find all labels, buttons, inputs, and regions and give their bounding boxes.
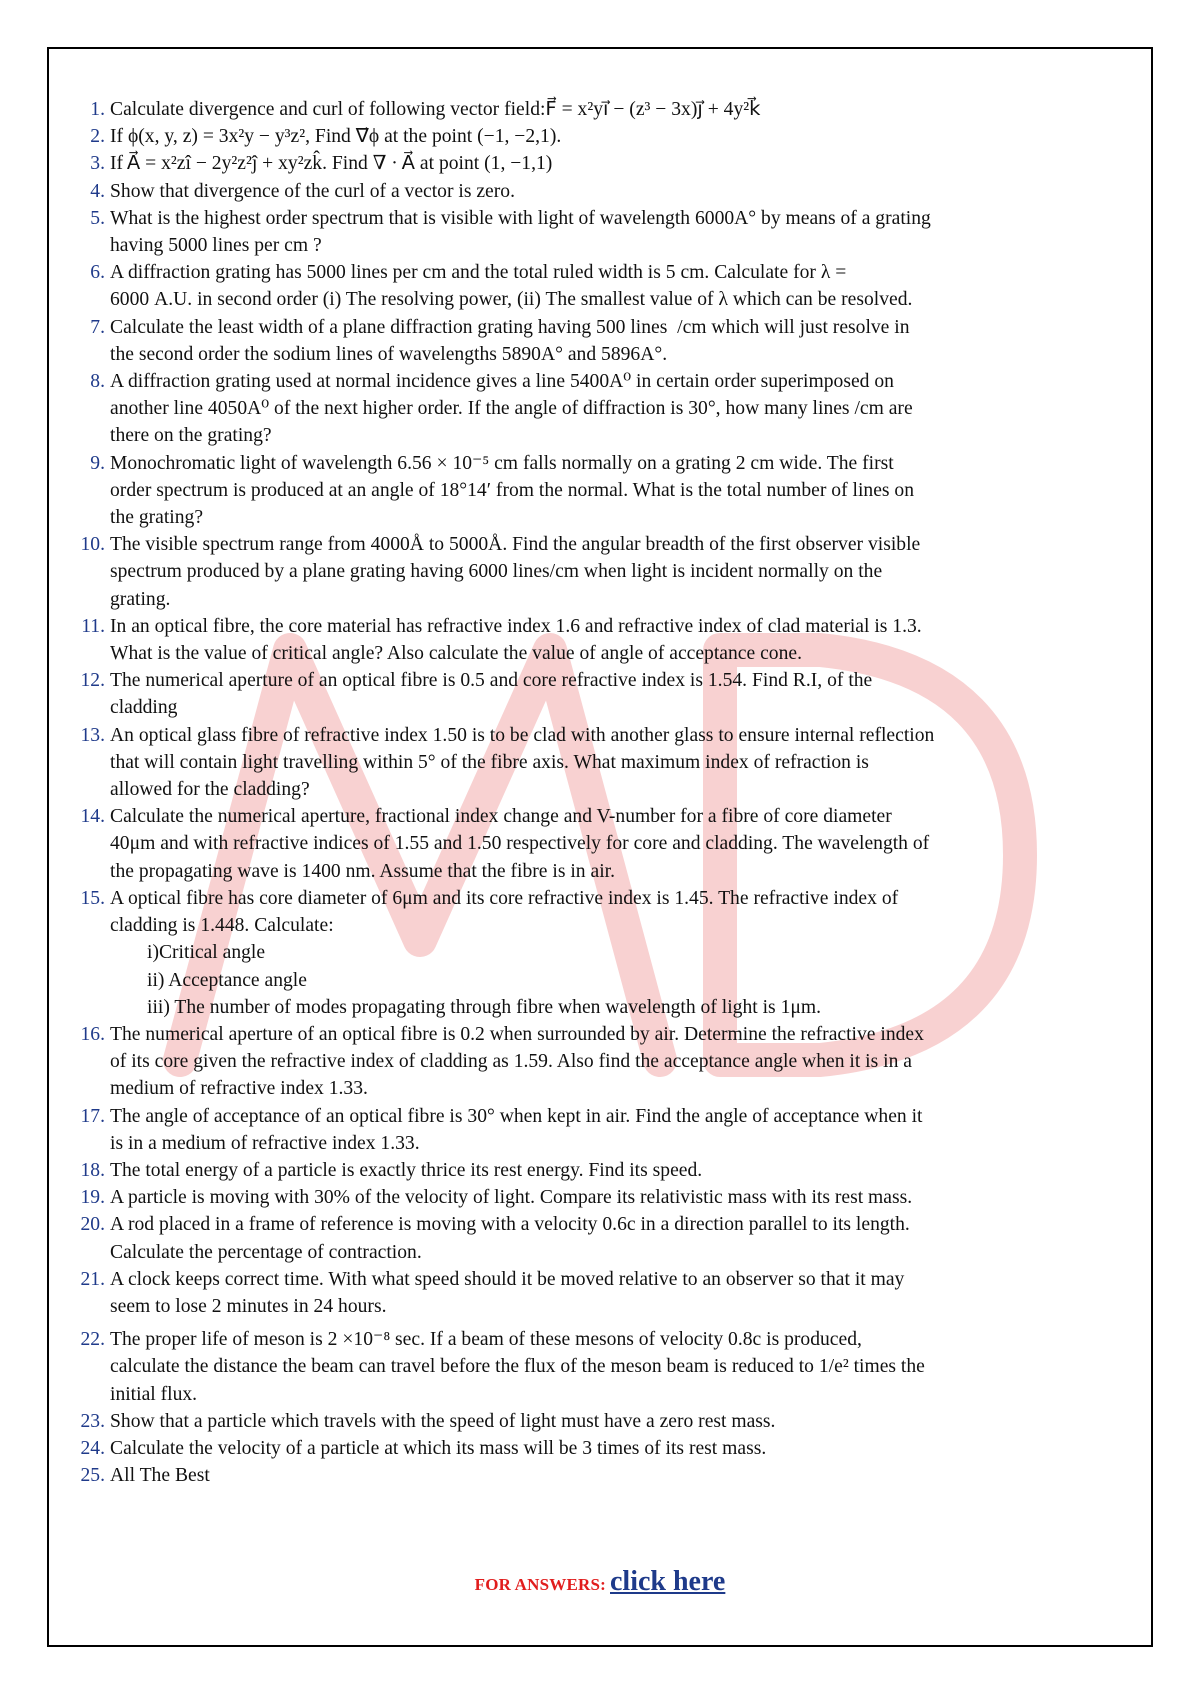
question-item xyxy=(65,259,1135,313)
question-item xyxy=(65,1211,1135,1265)
question-text: A clock keeps correct time. With what speed should it be moved relative to an observer so that it may seem to lose 2 minutes in 24 hours. xyxy=(110,1268,905,1317)
footer xyxy=(0,1566,1200,1598)
question-number: 25. xyxy=(80,1465,105,1487)
question-number: 3. xyxy=(90,153,105,175)
question-number: 13. xyxy=(80,724,105,746)
question-text: A diffraction grating used at normal incidence gives a line 5400A⁰ in certain order superimposed on another line 4050A⁰ of the next higher order. If the angle of diffraction is 30°, how many lines /cm are there on the grating? xyxy=(110,371,913,447)
question-item xyxy=(65,1408,1135,1435)
question-number: 15. xyxy=(80,887,105,909)
question-number: 16. xyxy=(80,1023,105,1045)
question-number: 9. xyxy=(90,452,105,474)
question-item xyxy=(65,722,1135,804)
question-item xyxy=(65,1435,1135,1462)
question-text: A particle is moving with 30% of the velocity of light. Compare its relativistic mass with its rest mass. xyxy=(110,1187,913,1209)
question-item xyxy=(65,1103,1135,1157)
question-number: 19. xyxy=(80,1187,105,1209)
question-item xyxy=(65,1326,1135,1408)
question-text: Monochromatic light of wavelength 6.56 × 10⁻⁵ cm falls normally on a grating 2 cm wide. The first order spectrum is produced at an angle of 18°14′ from the normal. What is the total number of lines on the grating? xyxy=(110,452,915,529)
question-text: Calculate the velocity of a particle at which its mass will be 3 times of its rest mass. xyxy=(110,1437,767,1459)
question-text: If A⃗ = x²zî − 2y²z²ĵ + xy²zk̂. Find ∇ · A⃗ at point (1, −1,1) xyxy=(110,153,553,175)
question-text: A optical fibre has core diameter of 6μm and its core refractive index is 1.45. The refractive index of cladding is 1.448. Calculate: xyxy=(110,887,899,937)
question-number: 12. xyxy=(80,670,105,692)
question-text: A diffraction grating has 5000 lines per cm and the total ruled width is 5 cm. Calculate for λ = 6000 A.U. in second order (i) The resolving power, (ii) The smallest value of λ which can be resolved. xyxy=(110,262,913,311)
sub-question: i)Critical angle xyxy=(147,942,266,964)
question-item xyxy=(65,667,1135,721)
question-item xyxy=(65,96,1135,123)
question-number: 4. xyxy=(90,180,105,202)
question-text: The total energy of a particle is exactly thrice its rest energy. Find its speed. xyxy=(110,1159,703,1181)
question-item xyxy=(65,1157,1135,1184)
question-text: The numerical aperture of an optical fibre is 0.5 and core refractive index is 1.54. Find R.I, of the cladding xyxy=(110,670,873,719)
question-text: An optical glass fibre of refractive index 1.50 is to be clad with another glass to ensure internal reflection that will contain light travelling within 5° of the fibre axis. What maximum index of refraction is allowed for the cladding? xyxy=(110,724,935,801)
question-item xyxy=(65,314,1135,368)
question-text: All The Best xyxy=(110,1465,210,1487)
question-item xyxy=(65,885,1135,1021)
question-item xyxy=(65,205,1135,259)
question-item xyxy=(65,1462,1135,1489)
question-text: A rod placed in a frame of reference is moving with a velocity 0.6c in a direction parallel to its length. Calculate the percentage of contraction. xyxy=(110,1214,910,1263)
question-number: 11. xyxy=(81,615,105,637)
question-number: 24. xyxy=(80,1437,105,1459)
question-number: 1. xyxy=(90,99,105,120)
question-text: The angle of acceptance of an optical fibre is 30° when kept in air. Find the angle of acceptance when it is in a medium of refractive index 1.33. xyxy=(110,1105,923,1154)
question-number: 7. xyxy=(90,316,105,338)
question-item xyxy=(65,150,1135,177)
question-text: Calculate the numerical aperture, fractional index change and V-number for a fibre of core diameter 40μm and with refractive indices of 1.55 and 1.50 respectively for core and cladding. The wavelength of the propagating wave is 1400 nm. Assume that the fibre is in air. xyxy=(110,806,930,882)
question-text: Show that divergence of the curl of a vector is zero. xyxy=(110,180,515,202)
question-number: 23. xyxy=(80,1410,105,1432)
question-item xyxy=(65,123,1135,150)
answers-label: FOR ANSWERS: xyxy=(474,1575,606,1594)
question-number: 20. xyxy=(80,1214,105,1236)
question-number: 21. xyxy=(80,1268,105,1290)
question-item xyxy=(65,1021,1135,1103)
question-text: In an optical fibre, the core material has refractive index 1.6 and refractive index of clad material is 1.3. What is the value of critical angle? Also calculate the value of angle of acceptance cone. xyxy=(110,615,922,665)
question-list xyxy=(65,96,1135,1489)
question-item xyxy=(65,368,1135,450)
question-number: 5. xyxy=(90,207,105,229)
question-text: Calculate the least width of a plane diffraction grating having 500 lines /cm which will just resolve in the second order the sodium lines of wavelengths 5890A° and 5896A°. xyxy=(110,316,910,365)
sub-question: ii) Acceptance angle xyxy=(147,969,307,991)
question-number: 17. xyxy=(80,1105,105,1127)
question-text: The numerical aperture of an optical fibre is 0.2 when surrounded by air. Determine the refractive index of its core given the refractive index of cladding as 1.59. Also find the acceptance angle when it is in a medium of refractive index 1.33. xyxy=(110,1023,924,1100)
question-number: 2. xyxy=(90,126,105,148)
question-number: 6. xyxy=(90,262,105,284)
question-number: 18. xyxy=(80,1159,105,1181)
question-text: The proper life of meson is 2 ×10⁻⁸ sec. If a beam of these mesons of velocity 0.8c is produced, calculate the distance the beam can travel before the flux of the meson beam is reduced to 1/e² times the initial flux. xyxy=(110,1329,925,1405)
question-number: 22. xyxy=(80,1329,105,1351)
question-item xyxy=(65,1184,1135,1211)
question-text: If ϕ(x, y, z) = 3x²y − y³z², Find ∇⃗ϕ at the point (−1, −2,1). xyxy=(110,126,562,148)
question-item xyxy=(65,531,1135,613)
question-text: What is the highest order spectrum that is visible with light of wavelength 6000A° by means of a grating having 5000 lines per cm ? xyxy=(110,207,931,257)
question-item xyxy=(65,450,1135,532)
question-text: Calculate divergence and curl of following vector field:F⃗ = x²yı⃗ − (z³ − 3x)ȷ⃗ + 4y²k⃗ xyxy=(110,99,761,120)
sub-question: iii) The number of modes propagating through fibre when wavelength of light is 1μm. xyxy=(147,996,822,1018)
question-number: 10. xyxy=(80,534,105,556)
question-item xyxy=(65,1266,1135,1320)
question-number: 8. xyxy=(90,371,105,393)
answers-link[interactable]: click here xyxy=(610,1566,726,1597)
question-item xyxy=(65,613,1135,667)
question-item xyxy=(65,803,1135,885)
question-number: 14. xyxy=(80,806,105,828)
question-item xyxy=(65,178,1135,205)
question-text: Show that a particle which travels with the speed of light must have a zero rest mass. xyxy=(110,1410,776,1432)
question-text: The visible spectrum range from 4000Å to 5000Å. Find the angular breadth of the first observer visible spectrum produced by a plane grating having 6000 lines/cm when light is incident normally on the grating. xyxy=(110,534,921,610)
